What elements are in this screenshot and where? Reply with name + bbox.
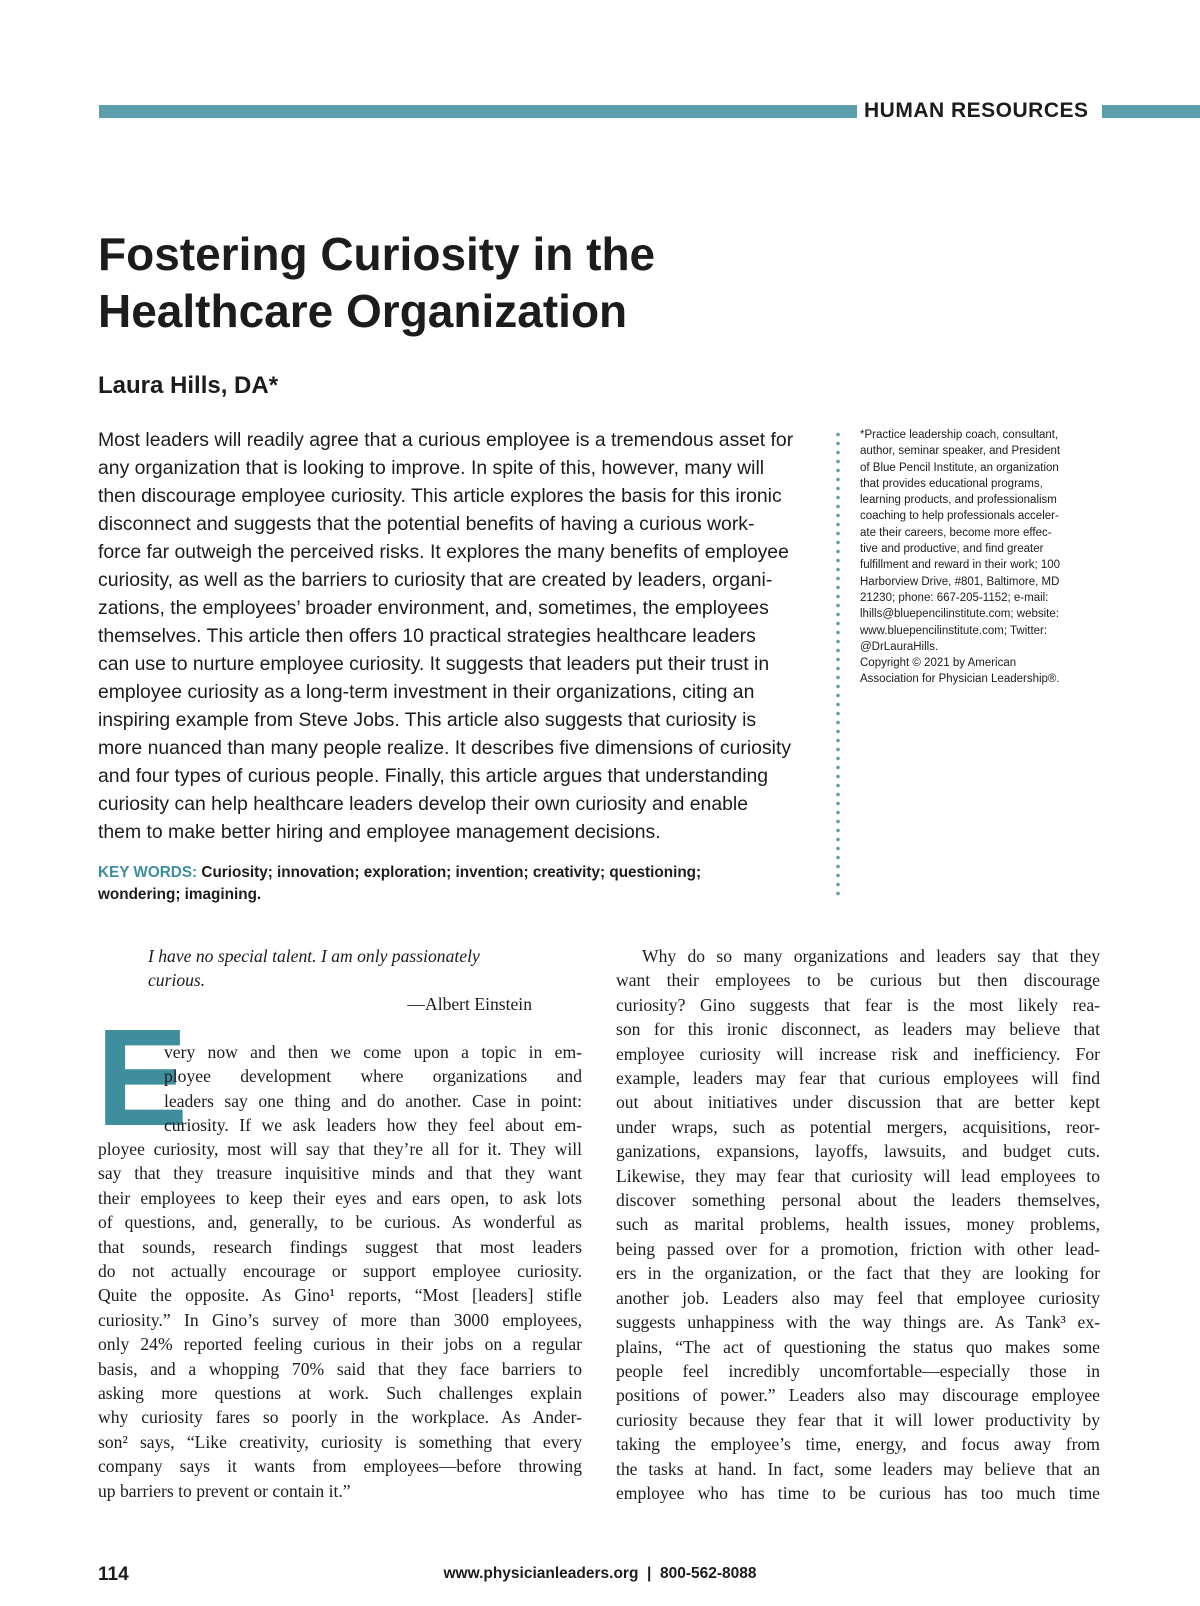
keywords-line [98,862,818,884]
author-note-line: www.bluepencilinstitute.com; Twitter: [860,624,1048,637]
body-line: of questions, and, generally, to be curious. As wonderful as [98,1212,582,1233]
body-line: plains, “The act of questioning the status quo makes some [616,1336,1100,1357]
epigraph-line: curious. [148,970,206,990]
author-note-line: Harborview Drive, #801, Baltimore, MD [860,575,1060,588]
body-line: leaders say one thing and do another. Case in point: [164,1090,582,1111]
body-line: say that they treasure inquisitive minds and that they want [98,1163,582,1184]
body-line: employee who has time to be curious has too much time [616,1482,1100,1503]
article-title [98,226,818,340]
epigraph [148,944,532,992]
body-line: curiosity? Gino suggests that fear is the most likely rea- [616,994,1100,1015]
body-line: want their employees to be curious but then discourage [616,970,1100,991]
abstract-line: any organization that is looking to improve. In spite of this, however, many will [98,457,765,479]
body-line: such as marital problems, health issues, money problems, [616,1214,1100,1235]
body-line: why curiosity fares so poorly in the workplace. As Ander- [98,1407,582,1428]
header-accent-bar-left [99,105,857,118]
body-line: ployee curiosity, most will say that they’re all for it. They will [98,1139,582,1159]
abstract-line: force far outweigh the perceived risks. It explores the many benefits of employee [98,541,789,563]
author-note-line: that provides educational programs, [860,477,1043,490]
body-line: employee curiosity will increase risk and inefficiency. For [616,1043,1100,1064]
keywords-text: Curiosity; innovation; exploration; invention; creativity; questioning; [197,864,702,881]
body-line: only 24% reported feeling curious in their jobs on a regular [98,1334,582,1355]
page-number: 114 [98,1564,129,1585]
body-line: another job. Leaders also may feel that employee curiosity [616,1287,1100,1308]
abstract [98,426,818,846]
body-line: taking the employee’s time, energy, and focus away from [616,1434,1100,1455]
author-note-line: *Practice leadership coach, consultant, [860,429,1059,441]
footer-contact[interactable] [420,1565,780,1583]
body-line: company says it wants from employees—before throwing [98,1456,582,1477]
body-line: that sounds, research findings suggest that most leaders [98,1236,582,1257]
body-line: ers in the organization, or the fact that they are looking for [616,1263,1100,1284]
keywords-line: wondering; imagining. [98,886,262,903]
author-note-line: 21230; phone: 667-205-1152; e-mail: [860,591,1049,604]
body-line: suggests unhappiness with the way things are. As Tank³ ex- [616,1312,1100,1333]
body-line: very now and then we come upon a topic in em- [164,1042,582,1062]
dotted-divider [836,430,840,896]
abstract-line: themselves. This article then offers 10 practical strategies healthcare leaders [98,625,756,647]
author-note-line: @DrLauraHills. [860,640,939,653]
body-line: the tasks at hand. In fact, some leaders may believe that an [616,1458,1100,1479]
keywords-label: KEY WORDS: [98,864,198,881]
body-column-left [98,1137,582,1503]
body-line: ganizations, expansions, layoffs, lawsuits, and budget cuts. [616,1141,1100,1162]
drop-cap: E [96,1001,189,1155]
body-left-indented [164,1040,582,1138]
abstract-line: can use to nurture employee curiosity. It suggests that leaders put their trust in [98,653,770,675]
body-line: curiosity.” In Gino’s survey of more than 3000 employees, [98,1309,582,1330]
body-line: up barriers to prevent or contain it.” [98,1480,351,1501]
body-line: ployee development where organizations and [164,1066,582,1087]
body-line: son² says, “Like creativity, curiosity is something that every [98,1431,582,1452]
abstract-line: curiosity can help healthcare leaders develop their own curiosity and enable [98,793,748,815]
author-note-line: learning products, and professionalism [860,494,1057,507]
author-note-line: of Blue Pencil Institute, an organization [860,461,1059,474]
title-line: Fostering Curiosity in the [98,228,656,280]
body-line: Why do so many organizations and leaders say that they [642,946,1100,966]
abstract-line: curiosity, as well as the barriers to curiosity that are created by leaders, organi- [98,569,773,591]
body-line: out about initiatives under discussion that are better kept [616,1092,1100,1113]
epigraph-attribution: —Albert Einstein [407,994,532,1014]
body-line: basis, and a whopping 70% said that they face barriers to [98,1358,582,1379]
author-note-line: author, seminar speaker, and President [860,445,1061,458]
body-line: under wraps, such as potential mergers, acquisitions, reor- [616,1116,1100,1137]
body-line: do not actually encourage or support employee curiosity. [98,1261,582,1282]
body-line: people feel incredibly uncomfortable—especially those in [616,1360,1100,1381]
author-note-line: Copyright © 2021 by American [860,657,1017,670]
body-line: positions of power.” Leaders also may discourage employee [616,1385,1100,1406]
author-note-line: Association for Physician Leadership®. [860,673,1060,686]
abstract-line: then discourage employee curiosity. This article explores the basis for this ironic [98,485,782,507]
author-note [860,427,1100,688]
author-name: Laura Hills, DA* [98,372,279,399]
body-line: asking more questions at work. Such challenges explain [98,1383,582,1404]
abstract-line: Most leaders will readily agree that a curious employee is a tremendous asset for [98,429,794,451]
epigraph-line: I have no special talent. I am only passionately [148,946,480,966]
body-line: example, leaders may fear that curious employees will find [616,1068,1100,1089]
body-line: being passed over for a promotion, friction with other lead- [616,1238,1100,1259]
abstract-line: inspiring example from Steve Jobs. This article also suggests that curiosity is [98,709,757,731]
author-note-line: coaching to help professionals acceler- [860,510,1059,523]
body-line: their employees to keep their eyes and ears open, to ask lots [98,1187,582,1208]
body-line: Likewise, they may fear that curiosity will lead employees to [616,1165,1100,1186]
header-accent-bar-right [1102,105,1200,118]
abstract-line: them to make better hiring and employee management decisions. [98,821,661,843]
body-line: son for this ironic disconnect, as leaders may believe that [616,1019,1100,1040]
author-note-line: fulfillment and reward in their work; 100 [860,559,1061,572]
body-line: curiosity. If we ask leaders how they feel about em- [164,1115,582,1136]
author-note-line: tive and productive, and find greater [860,543,1044,556]
body-line: curiosity because they fear that it will lower productivity by [616,1409,1100,1430]
section-label: HUMAN RESOURCES [864,99,1089,122]
author-note-line: ate their careers, become more effec- [860,526,1052,539]
abstract-line: zations, the employees’ broader environment, and, sometimes, the employees [98,597,769,619]
title-line: Healthcare Organization [98,285,628,337]
abstract-line: disconnect and suggests that the potential benefits of having a curious work- [98,513,755,535]
abstract-line: employee curiosity as a long-term investment in their organizations, citing an [98,681,755,703]
keywords [98,862,818,906]
abstract-line: and four types of curious people. Finally, this article argues that understanding [98,765,769,787]
body-line: discover something personal about the leaders themselves, [616,1190,1100,1211]
footer-text: www.physicianleaders.org | 800-562-8088 [443,1565,757,1582]
author-note-line: lhills@bluepencilinstitute.com; website: [860,608,1059,621]
body-line: Quite the opposite. As Gino¹ reports, “Most [leaders] stifle [98,1285,582,1306]
body-column-right [616,944,1100,1505]
abstract-line: more nuanced than many people realize. It describes five dimensions of curiosity [98,737,792,759]
